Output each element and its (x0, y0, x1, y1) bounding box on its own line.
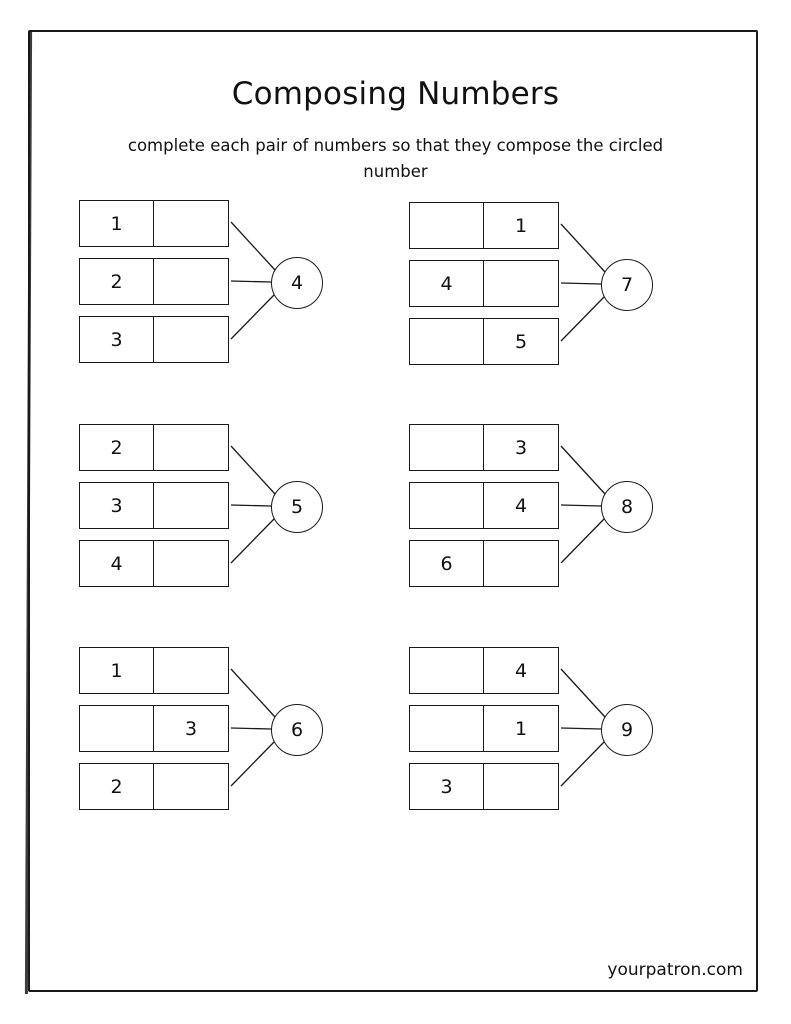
table-row (79, 540, 229, 587)
problem-1 (79, 200, 349, 375)
target-number-circle: 6 (271, 704, 323, 756)
table-row (409, 763, 559, 810)
table-row (409, 260, 559, 307)
cell-right[interactable] (154, 424, 229, 471)
cell-left[interactable] (79, 705, 154, 752)
table-row (409, 647, 559, 694)
table-row (79, 482, 229, 529)
cell-left[interactable]: 4 (409, 260, 484, 307)
table-row (79, 316, 229, 363)
cell-left[interactable] (409, 705, 484, 752)
cell-right[interactable]: 4 (484, 482, 559, 529)
table-row (79, 258, 229, 305)
table-row (409, 424, 559, 471)
target-number-circle: 4 (271, 257, 323, 309)
cell-right[interactable]: 3 (484, 424, 559, 471)
cell-left[interactable] (409, 424, 484, 471)
problem-2 (409, 202, 679, 377)
cell-left[interactable]: 4 (79, 540, 154, 587)
page-title: Composing Numbers (231, 76, 560, 112)
problem-4 (409, 424, 679, 599)
problem-6 (409, 647, 679, 822)
table-row (409, 540, 559, 587)
table-row (79, 763, 229, 810)
cell-left[interactable] (409, 202, 484, 249)
cell-left[interactable]: 3 (409, 763, 484, 810)
instructions-text: complete each pair of numbers so that they compose the circled number (127, 136, 664, 181)
table-row (409, 318, 559, 365)
cell-right[interactable] (154, 763, 229, 810)
problem-5 (79, 647, 349, 822)
target-number-circle: 9 (601, 704, 653, 756)
cell-right[interactable] (484, 260, 559, 307)
cell-left[interactable]: 3 (79, 316, 154, 363)
problem-3 (79, 424, 349, 599)
table-row (79, 424, 229, 471)
cell-right[interactable] (484, 540, 559, 587)
cell-right[interactable] (154, 316, 229, 363)
cell-left[interactable] (409, 647, 484, 694)
cell-left[interactable] (409, 482, 484, 529)
cell-right[interactable] (154, 647, 229, 694)
target-number-circle: 7 (601, 259, 653, 311)
cell-left[interactable]: 2 (79, 424, 154, 471)
cell-left[interactable]: 3 (79, 482, 154, 529)
cell-right[interactable] (154, 540, 229, 587)
cell-right[interactable]: 5 (484, 318, 559, 365)
table-row (409, 705, 559, 752)
cell-left[interactable]: 6 (409, 540, 484, 587)
cell-right[interactable] (154, 258, 229, 305)
table-row (79, 705, 229, 752)
cell-left[interactable]: 2 (79, 763, 154, 810)
table-row (79, 647, 229, 694)
table-row (79, 200, 229, 247)
table-row (409, 482, 559, 529)
cell-left[interactable] (409, 318, 484, 365)
target-number-circle: 8 (601, 481, 653, 533)
cell-left[interactable]: 2 (79, 258, 154, 305)
cell-right[interactable] (484, 763, 559, 810)
cell-right[interactable]: 4 (484, 647, 559, 694)
cell-left[interactable]: 1 (79, 647, 154, 694)
cell-right[interactable] (154, 200, 229, 247)
cell-right[interactable]: 1 (484, 202, 559, 249)
target-number-circle: 5 (271, 481, 323, 533)
cell-right[interactable] (154, 482, 229, 529)
cell-right[interactable]: 1 (484, 705, 559, 752)
footer-watermark: yourpatron.com (607, 960, 743, 980)
cell-right[interactable]: 3 (154, 705, 229, 752)
table-row (409, 202, 559, 249)
cell-left[interactable]: 1 (79, 200, 154, 247)
